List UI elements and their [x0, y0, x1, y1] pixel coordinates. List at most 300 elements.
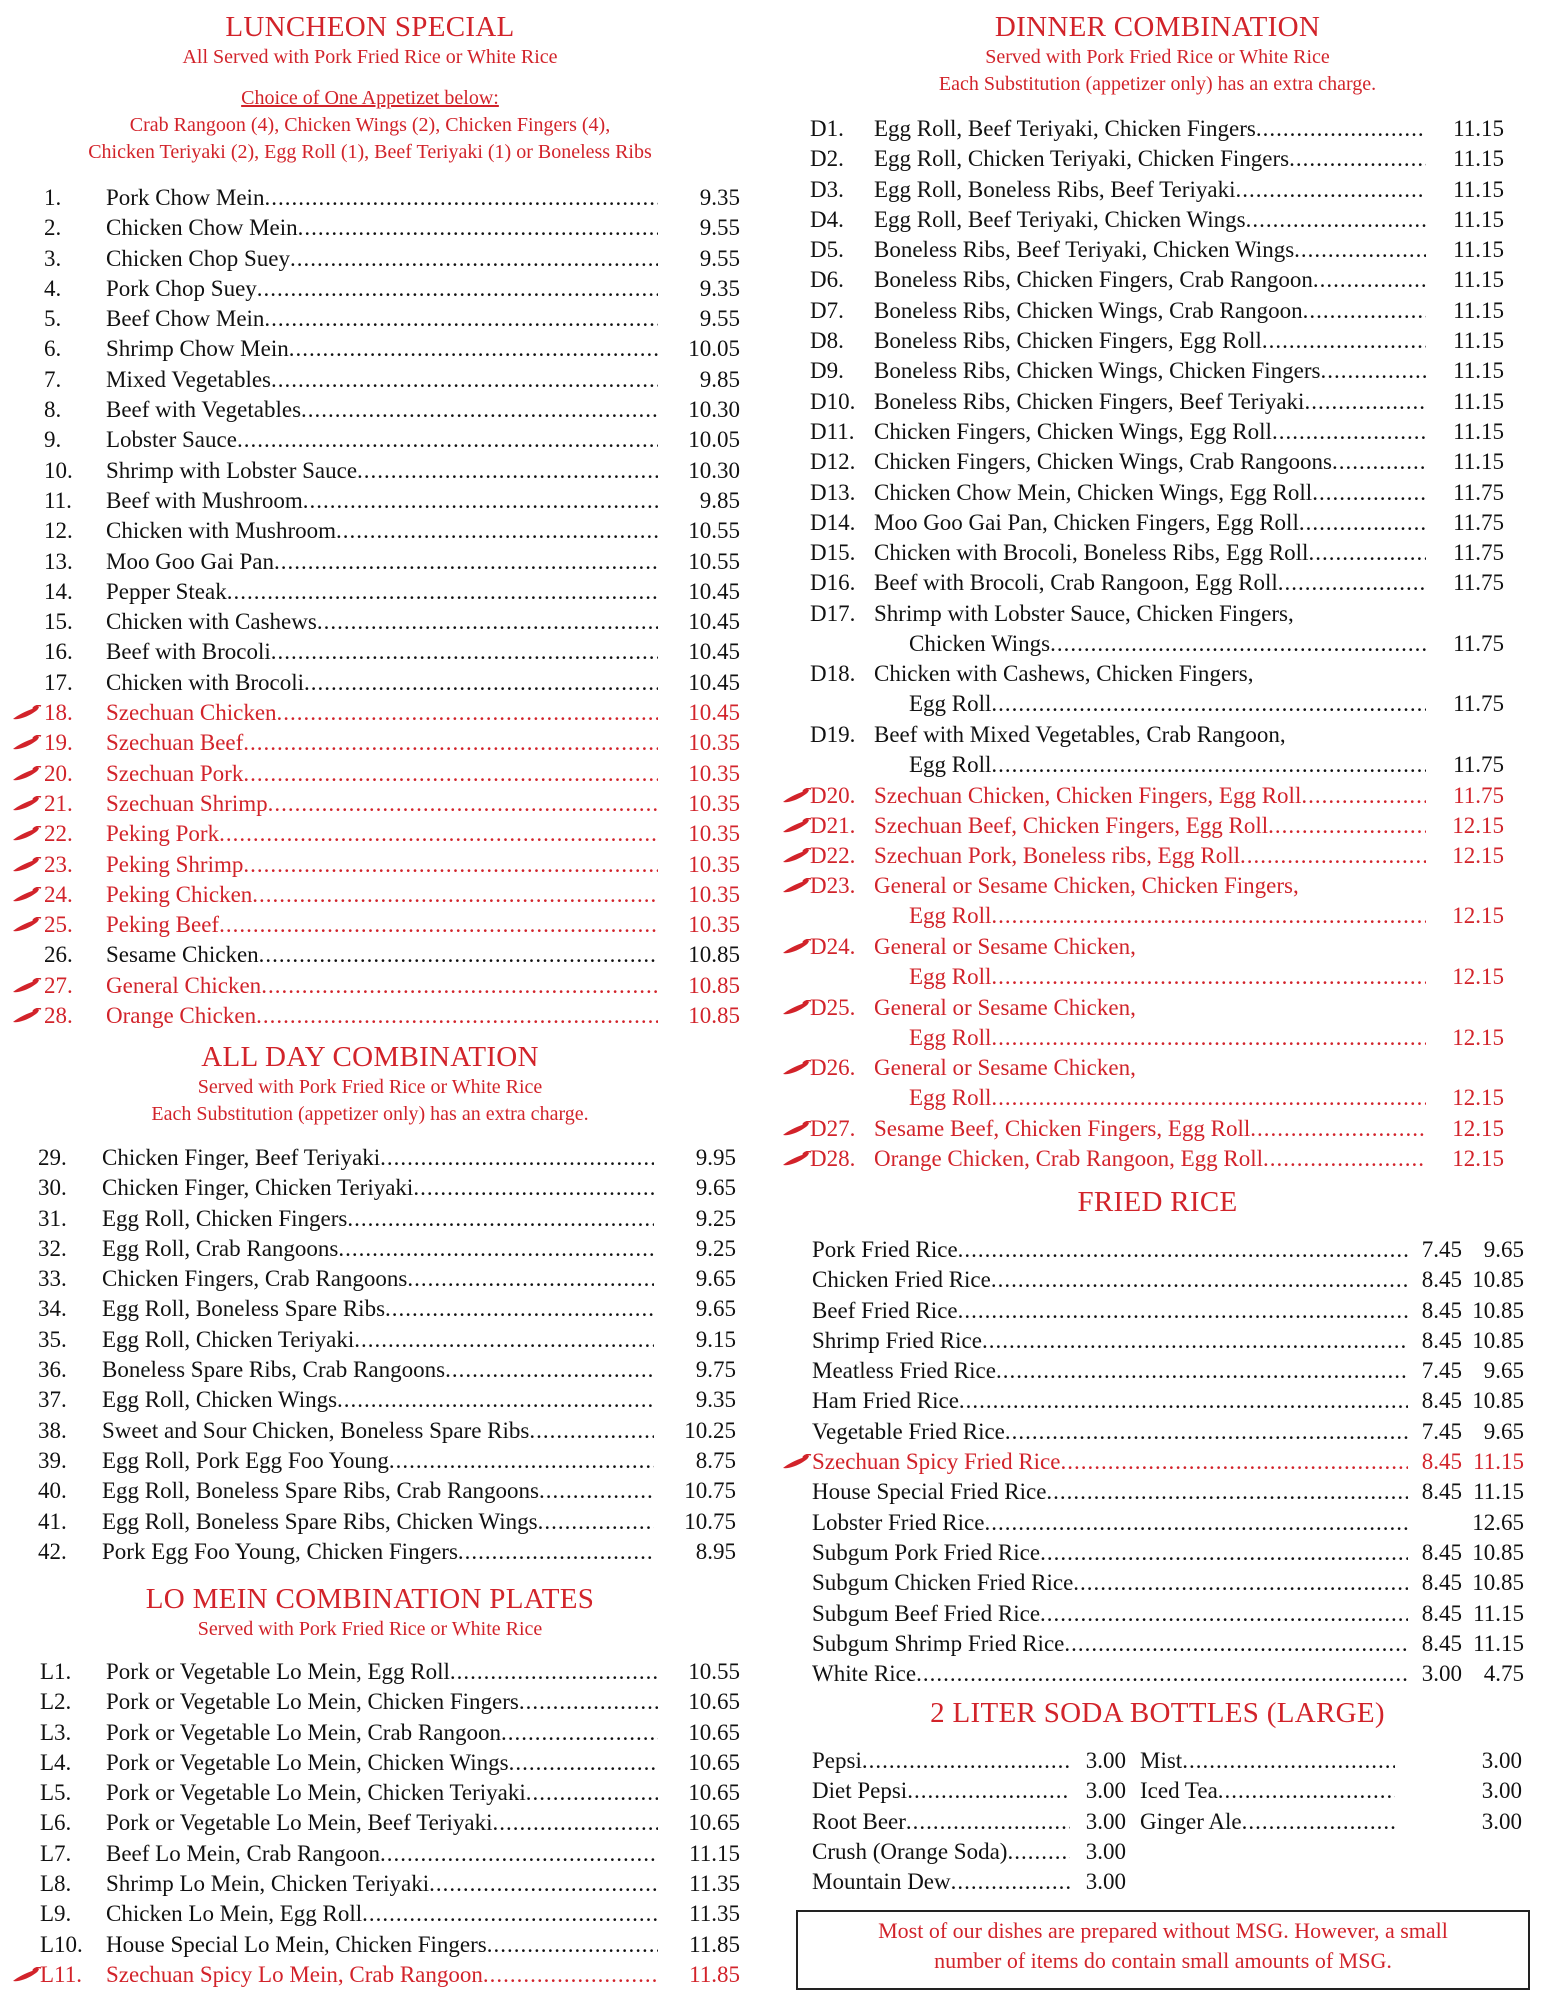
item-price: 10.35	[688, 760, 740, 786]
lomein-list	[0, 1657, 740, 1990]
soda-price: 3.00	[1085, 1778, 1126, 1804]
dot-leader	[243, 759, 658, 789]
menu-item	[0, 425, 740, 455]
item-number: 41.	[38, 1508, 67, 1534]
dot-leader	[1218, 1776, 1395, 1806]
dot-leader	[1313, 265, 1426, 295]
dot-leader	[916, 1659, 1408, 1689]
dot-leader	[1235, 175, 1426, 205]
menu-item	[0, 1839, 740, 1869]
soda-item	[770, 1746, 1140, 1776]
item-number: 35.	[38, 1326, 67, 1352]
chili-pepper-icon	[12, 1967, 42, 1983]
item-name: Pepsi	[812, 1748, 862, 1773]
chili-pepper-icon	[782, 939, 812, 955]
fried-rice-item	[770, 1296, 1545, 1326]
dot-leader	[357, 456, 658, 486]
small-price: 8.45	[1421, 1539, 1462, 1565]
item-number: 36.	[38, 1357, 67, 1383]
item-name-with-leader	[102, 1507, 654, 1537]
dinner-combo-item	[770, 841, 1545, 871]
item-name-with-leader	[909, 1083, 1426, 1113]
item-name: Boneless Ribs, Chicken Fingers, Egg Roll	[874, 328, 1262, 354]
item-number: D8.	[810, 328, 844, 354]
item-name: Shrimp Lo Mein, Chicken Teriyaki	[106, 1871, 430, 1897]
dot-leader	[317, 607, 658, 637]
item-name: Szechuan Pork, Boneless ribs, Egg Roll	[874, 843, 1241, 869]
item-number: 39.	[38, 1447, 67, 1473]
item-price: 9.55	[699, 215, 740, 241]
dot-leader	[389, 1446, 654, 1476]
item-name: Pork Chop Suey	[106, 275, 257, 301]
menu-item	[0, 940, 740, 970]
menu-item	[0, 213, 740, 243]
item-name-with-leader	[102, 1204, 654, 1234]
dot-leader	[959, 1386, 1408, 1416]
item-price: 10.85	[688, 1003, 740, 1029]
dot-leader	[1040, 1538, 1408, 1568]
item-name: Sweet and Sour Chicken, Boneless Spare Ribs	[102, 1417, 530, 1443]
menu-item	[0, 1385, 740, 1415]
item-name: House Special Fried Rice	[812, 1479, 1047, 1505]
large-price: 11.15	[1473, 1449, 1524, 1475]
large-price: 9.65	[1483, 1358, 1524, 1384]
fried-rice-item	[770, 1386, 1545, 1416]
dot-leader	[1301, 781, 1426, 811]
soda-item	[770, 1867, 1140, 1897]
item-name-line-1: Chicken with Cashews, Chicken Fingers,	[874, 661, 1254, 687]
item-name-with-leader	[874, 296, 1426, 326]
item-price: 11.15	[1453, 358, 1504, 384]
item-name: Boneless Spare Ribs, Crab Rangoons	[102, 1357, 446, 1383]
dot-leader	[1312, 478, 1426, 508]
item-name-with-leader	[106, 1899, 658, 1929]
dot-leader	[407, 1264, 654, 1294]
item-name: Chicken Chow Mein, Chicken Wings, Egg Roll	[874, 479, 1313, 505]
menu-item	[0, 1416, 740, 1446]
menu-item	[0, 1930, 740, 1960]
dot-leader	[958, 1235, 1408, 1265]
dot-leader	[1073, 1568, 1408, 1598]
item-number: L5.	[40, 1780, 72, 1806]
item-number: D4.	[810, 206, 844, 232]
item-name-with-leader	[102, 1355, 654, 1385]
chili-pepper-icon	[12, 735, 42, 751]
dot-leader	[338, 1234, 654, 1264]
menu-item	[0, 1234, 740, 1264]
item-name-line-1: General or Sesame Chicken,	[874, 934, 1136, 960]
item-name-with-leader	[106, 1839, 658, 1869]
item-name-with-leader	[106, 577, 658, 607]
menu-item	[0, 1173, 740, 1203]
large-price: 10.85	[1472, 1539, 1524, 1565]
item-name-with-leader	[106, 698, 658, 728]
soda-section	[770, 1696, 1545, 1895]
item-name-with-leader	[812, 1807, 1070, 1837]
msg-notice-line-1: Most of our dishes are prepared without MSG. However, a small	[878, 1918, 1448, 1943]
item-price: 10.75	[684, 1478, 736, 1504]
item-number: 38.	[38, 1417, 67, 1443]
item-name: Mist	[1140, 1748, 1183, 1773]
item-name: Pork or Vegetable Lo Mein, Crab Rangoon	[106, 1719, 501, 1745]
dot-leader	[268, 789, 658, 819]
large-price: 11.15	[1473, 1479, 1524, 1505]
item-name-with-leader	[102, 1537, 654, 1567]
dinner-combo-item	[770, 508, 1545, 538]
item-name-with-leader	[874, 205, 1426, 235]
item-number: 22.	[44, 821, 73, 847]
item-price: 12.15	[1452, 843, 1504, 869]
item-number: L7.	[40, 1840, 72, 1866]
item-name-with-leader	[909, 689, 1426, 719]
item-price: 10.35	[688, 730, 740, 756]
item-name-with-leader	[106, 880, 658, 910]
item-name: Egg Roll, Chicken Teriyaki	[102, 1326, 355, 1352]
item-name-with-leader	[106, 274, 658, 304]
item-name: Szechuan Beef	[106, 730, 244, 756]
item-name-with-leader	[874, 508, 1426, 538]
item-name: Chicken with Cashews	[106, 609, 317, 635]
dot-leader	[991, 750, 1426, 780]
dot-leader	[1332, 447, 1426, 477]
item-name: Chicken Wings	[909, 630, 1051, 656]
item-price: 10.65	[688, 1780, 740, 1806]
item-name: Subgum Shrimp Fried Rice	[812, 1630, 1065, 1656]
item-name: Chicken Fried Rice	[812, 1267, 991, 1293]
luncheon-section	[0, 10, 740, 1029]
luncheon-title: LUNCHEON SPECIAL	[225, 11, 515, 43]
dot-leader	[1268, 811, 1426, 841]
soda-item	[770, 1807, 1140, 1837]
msg-notice	[796, 1910, 1530, 1990]
menu-item	[0, 456, 740, 486]
item-name-with-leader	[812, 1447, 1408, 1477]
chili-pepper-icon	[782, 788, 812, 804]
chili-pepper-icon	[12, 766, 42, 782]
item-name: Sesame Beef, Chicken Fingers, Egg Roll	[874, 1115, 1251, 1141]
item-number: D21.	[810, 812, 856, 838]
dinner-combo-item	[770, 175, 1545, 205]
item-name-with-leader	[106, 1657, 658, 1687]
menu-item	[0, 516, 740, 546]
item-name: Pork or Vegetable Lo Mein, Chicken Fingers	[106, 1689, 519, 1715]
dinner-combo-item	[770, 205, 1545, 235]
item-name: Peking Beef	[106, 912, 220, 938]
dot-leader	[996, 1356, 1408, 1386]
item-name-with-leader	[874, 538, 1426, 568]
menu-item	[0, 1204, 740, 1234]
item-name-with-leader	[106, 1808, 658, 1838]
item-number: D26.	[810, 1055, 856, 1081]
menu-item	[0, 1264, 740, 1294]
item-number: D28.	[810, 1146, 856, 1172]
dot-leader	[1272, 417, 1426, 447]
dinner-combo-item	[770, 811, 1545, 841]
dot-leader	[458, 1537, 654, 1567]
dot-leader	[303, 486, 658, 516]
item-number: 19.	[44, 730, 73, 756]
fried-rice-item	[770, 1629, 1545, 1659]
item-name-with-leader	[812, 1867, 1070, 1897]
dot-leader	[256, 1001, 658, 1031]
item-price: 10.55	[688, 518, 740, 544]
item-number: 24.	[44, 881, 73, 907]
menu-item	[0, 486, 740, 516]
menu-item	[0, 1294, 740, 1324]
item-name: Egg Roll	[909, 751, 992, 777]
item-price: 11.15	[1453, 388, 1504, 414]
dot-leader	[483, 1960, 658, 1990]
item-name: Beef with Vegetables	[106, 397, 302, 423]
dot-leader	[450, 1657, 658, 1687]
soda-item	[770, 1837, 1140, 1867]
chili-pepper-icon	[12, 705, 42, 721]
item-price: 11.85	[689, 1931, 740, 1957]
menu-item	[0, 880, 740, 910]
menu-item	[0, 1960, 740, 1990]
item-name-with-leader	[102, 1416, 654, 1446]
item-name: Szechuan Shrimp	[106, 790, 268, 816]
item-number: D15.	[810, 540, 856, 566]
item-name-with-leader	[874, 114, 1426, 144]
item-price: 11.75	[1453, 751, 1504, 777]
item-name-with-leader	[106, 183, 658, 213]
appetizer-list-line-2: Chicken Teriyaki (2), Egg Roll (1), Beef Teriyaki (1) or Boneless Ribs	[88, 141, 652, 163]
lomein-title: LO MEIN COMBINATION PLATES	[145, 1583, 595, 1615]
soda-item	[1140, 1807, 1545, 1837]
dot-leader	[274, 547, 658, 577]
small-price: 8.45	[1421, 1267, 1462, 1293]
item-number: 14.	[44, 578, 73, 604]
dot-leader	[1050, 629, 1426, 659]
large-price: 10.85	[1472, 1327, 1524, 1353]
soda-price: 3.00	[1085, 1808, 1126, 1834]
item-name-with-leader	[1140, 1776, 1395, 1806]
menu-item	[0, 1657, 740, 1687]
item-number: D18.	[810, 661, 856, 687]
item-name-line-1: Beef with Mixed Vegetables, Crab Rangoon,	[874, 721, 1286, 747]
dot-leader	[380, 1839, 658, 1869]
dot-leader	[385, 1294, 654, 1324]
dot-leader	[1040, 1599, 1408, 1629]
dot-leader	[429, 1869, 658, 1899]
item-name-with-leader	[874, 568, 1426, 598]
dinner-combo-item	[770, 538, 1545, 568]
menu-item	[0, 789, 740, 819]
item-price: 12.15	[1452, 964, 1504, 990]
item-name-with-leader	[102, 1325, 654, 1355]
friedrice-list	[770, 1235, 1545, 1689]
item-name: Chicken Finger, Chicken Teriyaki	[102, 1175, 414, 1201]
dinner-subtitle-1: Served with Pork Fried Rice or White Rice	[985, 46, 1330, 68]
item-name: Egg Roll, Boneless Spare Ribs, Chicken Wings	[102, 1508, 538, 1534]
dot-leader	[290, 244, 658, 274]
dot-leader	[529, 1416, 654, 1446]
fried-rice-item	[770, 1356, 1545, 1386]
item-price: 10.65	[688, 1810, 740, 1836]
dot-leader	[501, 1718, 658, 1748]
item-name-with-leader	[106, 516, 658, 546]
menu-item	[0, 304, 740, 334]
item-name: Subgum Chicken Fried Rice	[812, 1570, 1074, 1596]
item-price: 9.55	[699, 245, 740, 271]
chili-pepper-icon	[12, 826, 42, 842]
dot-leader	[1308, 538, 1426, 568]
soda-title: 2 LITER SODA BOTTLES (LARGE)	[930, 1697, 1385, 1729]
item-name-with-leader	[102, 1264, 654, 1294]
dinner-combo-item	[770, 144, 1545, 174]
item-price: 8.75	[695, 1447, 736, 1473]
item-name-with-leader	[874, 175, 1426, 205]
item-price: 10.35	[688, 851, 740, 877]
item-name: Beef with Mushroom	[106, 487, 303, 513]
item-price: 10.65	[688, 1719, 740, 1745]
large-price: 12.65	[1472, 1509, 1524, 1535]
dot-leader	[991, 1023, 1426, 1053]
item-name-with-leader	[106, 637, 658, 667]
menu-item	[0, 274, 740, 304]
item-name-with-leader	[106, 910, 658, 940]
small-price: 8.45	[1421, 1449, 1462, 1475]
dot-leader	[1256, 114, 1426, 144]
menu-item	[0, 334, 740, 364]
item-number: 30.	[38, 1175, 67, 1201]
menu-item	[0, 365, 740, 395]
item-number: D20.	[810, 782, 856, 808]
small-price: 8.45	[1421, 1570, 1462, 1596]
fried-rice-item	[770, 1538, 1545, 1568]
item-number: 11.	[44, 487, 72, 513]
soda-item	[1140, 1746, 1545, 1776]
menu-item	[0, 1476, 740, 1506]
item-name: Subgum Pork Fried Rice	[812, 1539, 1041, 1565]
item-name-with-leader	[874, 235, 1426, 265]
item-price: 10.25	[684, 1417, 736, 1443]
menu-item	[0, 1808, 740, 1838]
dot-leader	[277, 698, 658, 728]
item-number: D17.	[810, 600, 856, 626]
item-name: Boneless Ribs, Chicken Wings, Chicken Fingers	[874, 358, 1321, 384]
item-name-with-leader	[874, 265, 1426, 295]
item-price: 10.35	[688, 912, 740, 938]
menu-item	[0, 637, 740, 667]
fried-rice-item	[770, 1235, 1545, 1265]
item-name: Egg Roll	[909, 964, 992, 990]
soda-list-left	[770, 1746, 1140, 1897]
item-name: Beef with Brocoli, Crab Rangoon, Egg Roll	[874, 570, 1278, 596]
item-name: Moo Goo Gai Pan, Chicken Fingers, Egg Roll	[874, 509, 1299, 535]
item-name-line-1: General or Sesame Chicken,	[874, 1055, 1136, 1081]
item-name: Peking Pork	[106, 821, 220, 847]
soda-item	[1140, 1776, 1545, 1806]
item-price: 9.35	[699, 275, 740, 301]
dot-leader	[289, 334, 658, 364]
item-name-with-leader	[874, 417, 1426, 447]
item-name-with-leader	[909, 901, 1426, 931]
item-name-with-leader	[102, 1446, 654, 1476]
dot-leader	[1303, 296, 1426, 326]
item-price: 9.85	[699, 366, 740, 392]
dot-leader	[982, 1326, 1408, 1356]
item-number: L11.	[40, 1961, 82, 1987]
dot-leader	[264, 183, 658, 213]
item-number: 7.	[44, 366, 62, 392]
item-number: 6.	[44, 336, 62, 362]
item-name: Sesame Chicken	[106, 942, 259, 968]
item-name: Chicken Chow Mein	[106, 215, 298, 241]
item-name: Szechuan Chicken	[106, 700, 277, 726]
dinner-combo-item	[770, 871, 1545, 932]
dot-leader	[519, 1687, 658, 1717]
item-name-with-leader	[102, 1143, 654, 1173]
chili-pepper-icon	[782, 1454, 812, 1470]
item-name: Boneless Ribs, Chicken Fingers, Crab Rangoon	[874, 267, 1313, 293]
item-number: D3.	[810, 176, 844, 202]
menu-item	[0, 1355, 740, 1385]
item-price: 12.15	[1452, 1146, 1504, 1172]
item-number: L1.	[40, 1659, 72, 1684]
item-name: Boneless Ribs, Beef Teriyaki, Chicken Wings	[874, 237, 1295, 263]
item-price: 11.75	[1453, 479, 1504, 505]
item-name: Egg Roll, Beef Teriyaki, Chicken Fingers	[874, 116, 1256, 141]
item-name: Szechuan Spicy Fried Rice	[812, 1449, 1061, 1475]
item-price: 10.45	[688, 609, 740, 635]
item-name: Pork or Vegetable Lo Mein, Chicken Wings	[106, 1749, 509, 1775]
item-name: Chicken Chop Suey	[106, 245, 290, 271]
dinner-combo-item	[770, 1053, 1545, 1114]
item-name-with-leader	[874, 356, 1426, 386]
friedrice-section	[770, 1185, 1545, 1687]
item-number: 25.	[44, 912, 73, 938]
item-number: D2.	[810, 146, 844, 172]
item-name-with-leader	[874, 1114, 1426, 1144]
item-price: 11.75	[1453, 630, 1504, 656]
dot-leader	[984, 1508, 1408, 1538]
large-price: 10.85	[1472, 1388, 1524, 1414]
item-name-with-leader	[102, 1294, 654, 1324]
large-price: 11.15	[1473, 1600, 1524, 1626]
item-number: D19.	[810, 721, 856, 747]
item-price: 10.35	[688, 821, 740, 847]
small-price: 8.45	[1421, 1388, 1462, 1414]
item-name-with-leader	[909, 629, 1426, 659]
item-name-with-leader	[106, 668, 658, 698]
menu-item	[0, 1537, 740, 1567]
item-name: Egg Roll	[909, 1085, 992, 1111]
item-name-with-leader	[106, 1930, 658, 1960]
dot-leader	[1250, 1114, 1426, 1144]
item-number: 1.	[44, 185, 62, 210]
dinner-combo-item	[770, 478, 1545, 508]
item-price: 10.85	[688, 942, 740, 968]
dot-leader	[259, 940, 658, 970]
item-name-with-leader	[874, 781, 1426, 811]
soda-price: 3.00	[1481, 1808, 1522, 1834]
menu-item	[0, 395, 740, 425]
dot-leader	[227, 577, 658, 607]
item-number: 4.	[44, 275, 62, 301]
dot-leader	[252, 880, 658, 910]
item-name-with-leader	[812, 1508, 1408, 1538]
item-name: Boneless Ribs, Chicken Fingers, Beef Teriyaki	[874, 388, 1305, 414]
item-name: House Special Lo Mein, Chicken Fingers	[106, 1931, 487, 1957]
chili-pepper-icon	[12, 887, 42, 903]
item-name: Mixed Vegetables	[106, 366, 272, 392]
item-name: Pepper Steak	[106, 578, 227, 604]
item-name-with-leader	[106, 1718, 658, 1748]
item-number: L2.	[40, 1689, 72, 1715]
item-number: D27.	[810, 1115, 856, 1141]
